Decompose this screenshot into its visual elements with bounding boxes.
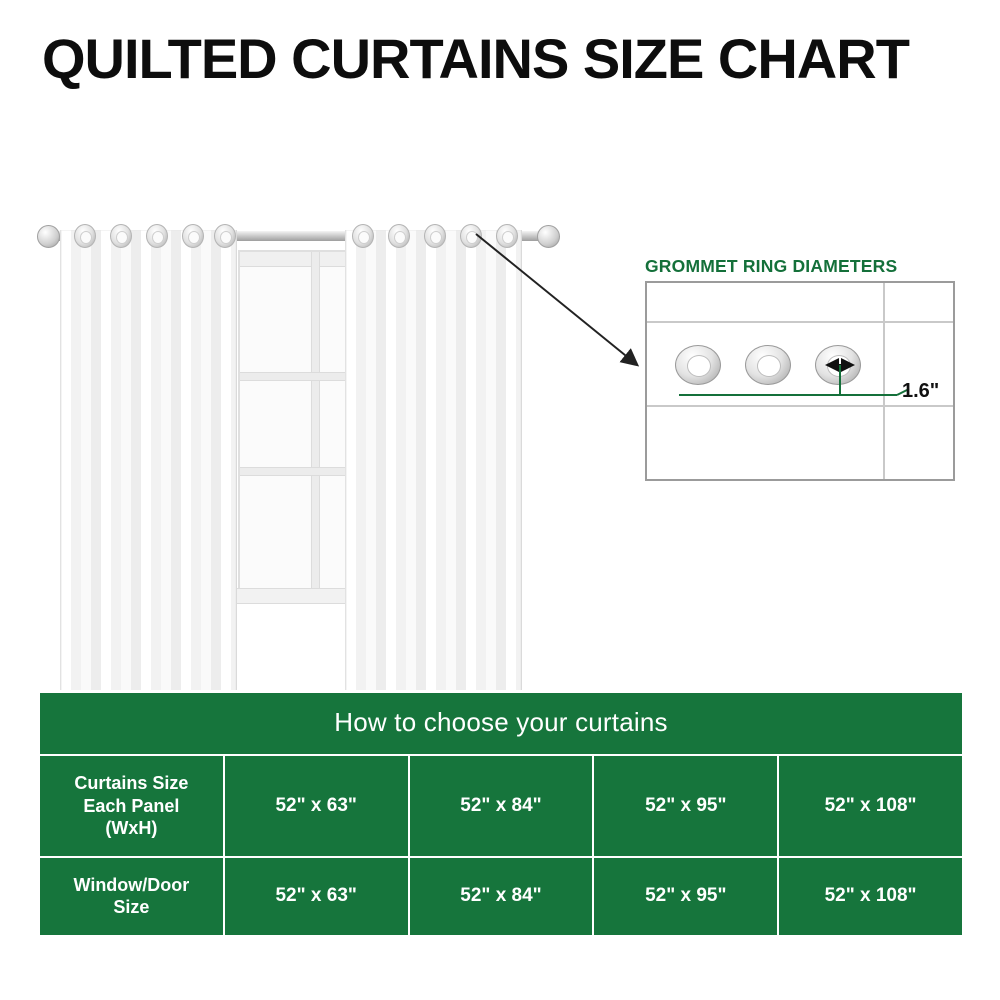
cell-window-size-2: 52" x 84" <box>409 857 594 936</box>
row-label-line: Each Panel <box>83 795 180 816</box>
window-mullion-vertical <box>311 252 320 592</box>
table-row <box>39 755 963 857</box>
curtain-panel-right <box>345 230 522 750</box>
size-chart-table <box>37 690 965 938</box>
table-banner: How to choose your curtains <box>39 692 963 755</box>
grommet-icon <box>460 224 482 248</box>
grommet-icon <box>182 224 204 248</box>
grommet-icon <box>214 224 236 248</box>
grommet-icon <box>424 224 446 248</box>
table-banner-row <box>39 692 963 755</box>
grommet-diameter-label: 1.6" <box>902 380 940 402</box>
row-label-line: (WxH) <box>105 818 158 838</box>
grommet-icon <box>496 224 518 248</box>
grommet-icon <box>146 224 168 248</box>
row-label-panel-size <box>39 755 224 857</box>
grommet-icon <box>388 224 410 248</box>
cell-window-size-4: 52" x 108" <box>778 857 963 936</box>
table-row <box>39 857 963 936</box>
row-label-line: Window/Door <box>73 874 190 895</box>
row-label-line: Curtains Size <box>74 773 189 793</box>
rod-finial-right-icon <box>537 225 560 248</box>
cell-panel-size-1: 52" x 63" <box>224 755 409 857</box>
page-title: QUILTED CURTAINS SIZE CHART <box>42 27 909 90</box>
cell-window-size-1: 52" x 63" <box>224 857 409 936</box>
row-label-line: Size <box>113 897 150 917</box>
cell-window-size-3: 52" x 95" <box>593 857 778 936</box>
grommet-detail-heading: GROMMET RING DIAMETERS <box>645 256 898 276</box>
grommet-icon <box>110 224 132 248</box>
curtain-panel-left <box>60 230 237 750</box>
cell-panel-size-4: 52" x 108" <box>778 755 963 857</box>
rod-finial-left-icon <box>37 225 60 248</box>
grommet-icon <box>352 224 374 248</box>
row-label-window-size <box>39 857 224 936</box>
cell-panel-size-2: 52" x 84" <box>409 755 594 857</box>
grommet-icon <box>74 224 96 248</box>
cell-panel-size-3: 52" x 95" <box>593 755 778 857</box>
